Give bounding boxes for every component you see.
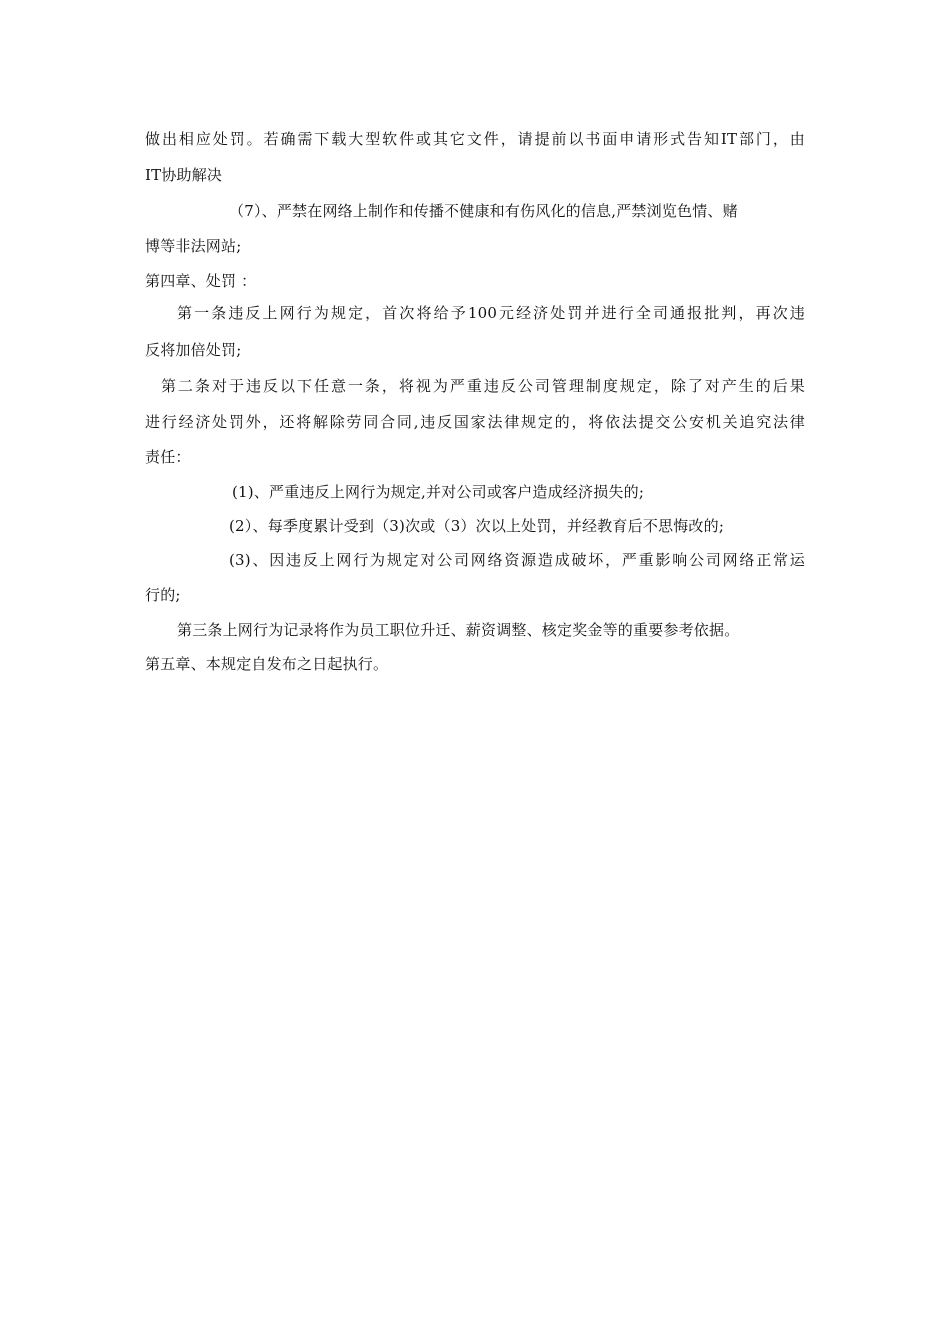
paragraph-line: IT协助解决	[145, 166, 223, 184]
list-item-1: (1)、严重违反上网行为规定,并对公司或客户造成经济损失的;	[232, 483, 645, 501]
chapter-heading-4: 第四章、处罚 ：	[145, 272, 257, 290]
list-item-3: (3)、因违反上网行为规定对公司网络资源造成破坏，严重影响公司网络正常运	[229, 551, 805, 569]
list-item-7: （7）、严禁在网络上制作和传播不健康和有伤风化的信息,严禁浏览色情、赌	[229, 202, 738, 220]
article-1-line: 第一条违反上网行为规定，首次将给予100元经济处罚并进行全司通报批判，再次违	[177, 304, 805, 322]
article-3-line: 第三条上网行为记录将作为员工职位升迁、薪资调整、核定奖金等的重要参考依据。	[177, 621, 740, 639]
paragraph-line: 行的;	[145, 586, 181, 604]
chapter-heading-5: 第五章、本规定自发布之日起执行。	[145, 655, 389, 673]
paragraph-line: 反将加倍处罚;	[145, 341, 242, 359]
paragraph-line: 做出相应处罚。若确需下载大型软件或其它文件，请提前以书面申请形式告知IT部门，由	[145, 130, 805, 148]
paragraph-line: 博等非法网站;	[145, 237, 242, 255]
article-2-line: 第二条对于违反以下任意一条，将视为严重违反公司管理制度规定，除了对产生的后果	[161, 377, 805, 395]
paragraph-line: 进行经济处罚外，还将解除劳同合同,违反国家法律规定的，将依法提交公安机关追究法律	[145, 413, 805, 431]
paragraph-line: 责任：	[145, 448, 191, 466]
list-item-2: (2）、每季度累计受到（3)次或（3）次以上处罚，并经教育后不思悔改的;	[229, 517, 725, 535]
